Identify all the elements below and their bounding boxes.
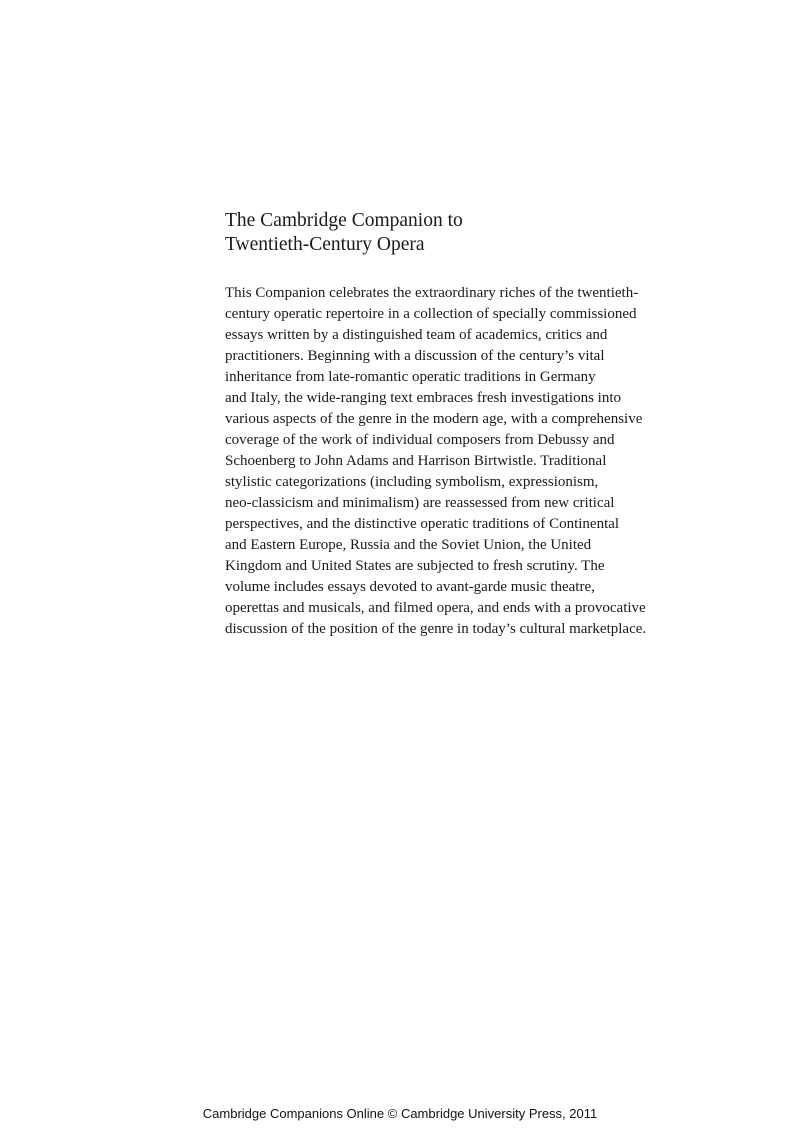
title-line: Twentieth-Century Opera [225, 234, 425, 255]
book-description [225, 283, 685, 640]
description-line: Schoenberg to John Adams and Harrison Birtwistle. Traditional [225, 453, 607, 469]
book-title [225, 209, 685, 257]
description-line: operettas and musicals, and filmed opera, and ends with a provocative [225, 600, 646, 616]
description-line: essays written by a distinguished team of academics, critics and [225, 327, 608, 343]
description-line: inheritance from late-romantic operatic traditions in Germany [225, 369, 596, 385]
description-line: neo-classicism and minimalism) are reassessed from new critical [225, 495, 615, 511]
description-line: coverage of the work of individual composers from Debussy and [225, 432, 615, 448]
description-line: and Eastern Europe, Russia and the Soviet Union, the United [225, 537, 592, 553]
description-line: discussion of the position of the genre in today’s cultural marketplace. [225, 621, 647, 637]
copyright-footer: Cambridge Companions Online © Cambridge University Press, 2011 [202, 1106, 598, 1121]
description-line: stylistic categorizations (including symbolism, expressionism, [225, 474, 599, 490]
description-line: Kingdom and United States are subjected to fresh scrutiny. The [225, 558, 605, 574]
description-line: This Companion celebrates the extraordinary riches of the twentieth- [225, 285, 639, 301]
description-line: and Italy, the wide-ranging text embraces fresh investigations into [225, 390, 621, 406]
title-line: The Cambridge Companion to [225, 210, 463, 231]
description-line: century operatic repertoire in a collection of specially commissioned [225, 306, 637, 322]
description-line: practitioners. Beginning with a discussion of the century’s vital [225, 348, 605, 364]
description-line: perspectives, and the distinctive operatic traditions of Continental [225, 516, 620, 532]
description-line: various aspects of the genre in the modern age, with a comprehensive [225, 411, 643, 427]
description-line: volume includes essays devoted to avant-garde music theatre, [225, 579, 595, 595]
